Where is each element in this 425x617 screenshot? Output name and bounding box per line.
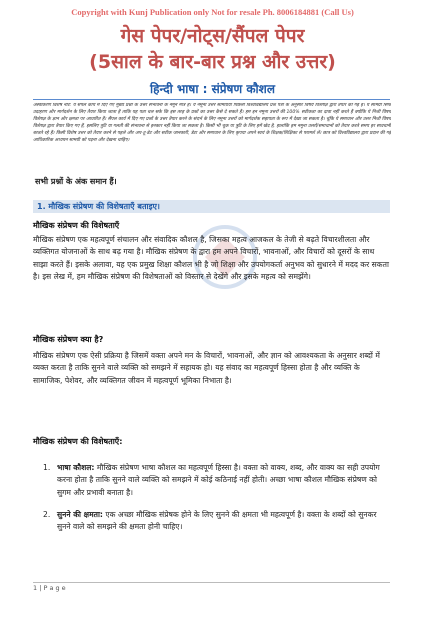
title-line-2: (5साल के बार-बार प्रश्न और उत्तर) <box>89 51 336 73</box>
list-item <box>33 509 390 534</box>
section-heading-features-list: मौखिक संप्रेषण की विशेषताएँ: <box>33 437 123 446</box>
section-para-features: मौखिक संप्रेषण एक महत्वपूर्ण संचालन और संवादिक कौशल है, जिसका महत्व आजकल के तेजी से बढ़ते विचारशीलता और व्यक्तिगत योजनाओं के साथ बढ़ गया है। मौखिक संप्रेषण के द्वारा हम अपने विचारों, भावनाओं, और विचारों को दूसरों के साथ साझा करते हैं। इसके अलावा, यह एक प्रमुख शिक्षा कौशल भी है जो शिक्षा और उपयोगकर्ता अनुभव को सुधारने में मदद कर सकता है। इस लेख में, हम मौखिक संप्रेषण की विशेषताओं को विस्तार से देखेंगे और इसके महत्व को समझेंगे। <box>33 235 389 281</box>
page-number: 1 | P a g e <box>33 584 66 592</box>
list-item-text: एक अच्छा मौखिक संप्रेषक होने के लिए सुनने की क्षमता भी महत्वपूर्ण है। वक्ता के शब्दों को सुनकर सुनने वाले को समझने की क्षमता होनी चाहिए। <box>57 509 377 532</box>
disclaimer-block <box>33 103 391 165</box>
list-item-number: 1. <box>43 463 51 472</box>
copyright-line: Copyright with Kunj Publication only Not for resale Ph. 8006184881 (Call Us) <box>71 7 354 17</box>
disclaimer-text: अस्वीकरण विशेष नोट: ये सैंपल कार्य में दिए गए मुख्य प्रश्नों के उत्तर संभावना के नमूने मात्र हैं। ये नमूना उत्तर सामग्रियां पिछली विश्वविद्यालय प्रश्न पत्रों के अनुसार विषय विशेषज्ञ द्वारा तैयार की गई हैं। ये सामग्री सिर्फ उदाहरण और मार्गदर्शन के लिए तैयार किया जाता है ताकि यह पता चल सके कि इस तरह के प्रश्नों का उत्तर कैसे दे सकते हैं। हम इन नमूना उत्तरों की 100% सटीकता का दावा नहीं करते हैं क्योंकि ये निजी विषय विशेषज्ञ के ज्ञान और क्षमता पर आधारित हैं। सैंपल कार्य में दिए गए प्रश्नों के उत्तर तैयार करने के संदर्भ के लिए नमूना उत्तरों को मार्गदर्शक सहायता के रूप में देखा जा सकता है। चूंकि ये समाधान और उत्तर निजी विषय विशेषज्ञ द्वारा तैयार किए गए हैं, इसलिए त्रुटि या गलती की संभावना से इनकार नहीं किया जा सकता है। किसी भी चूक या त्रुटि के लिए हमें खेद है, हालांकि हम नमूना उत्तरों/समाधानों को तैयार करते समय हर सावधानी बरतते रहे हैं। किसी विशेष उत्तर को तैयार करने से पहले और अप-टू-डेट और सटीक जानकारी, डेटा और समाधान के लिए कृपया अपने स्वयं के शिक्षक/शिक्षिका से परामर्श लें। छात्र को विश्वविद्यालय द्वारा प्रदान की गई आधिकारिक अध्ययन सामग्री को पढ़ना और देखना चाहिए। <box>33 103 391 143</box>
section-heading-what-is: मौखिक संप्रेषण क्या है? <box>33 335 104 344</box>
section-para-what-is: मौखिक संप्रेषण एक ऐसी प्रक्रिया है जिसमें वक्ता अपने मन के विचारों, भावनाओं, और ज्ञान को आवश्यकता के अनुसार शब्दों में व्यक्त करता है ताकि सुनने वाले व्यक्ति को समझने में सहायक हो। यह संवाद का महत्वपूर्ण हिस्सा होता है और व्यक्ति के सामाजिक, पेशेवर, और व्यक्तिगत जीवन में महत्वपूर्ण भूमिका निभाता है। <box>33 351 380 385</box>
subtitle: हिन्दी भाषा : संप्रेषण कौशल <box>150 82 275 96</box>
list-item <box>33 462 390 499</box>
features-list <box>33 462 390 543</box>
list-item-text: मौखिक संप्रेषण भाषा कौशल का महत्वपूर्ण हिस्सा है। वक्ता को वाक्य, शब्द, और वाक्य का सही उपयोग करना होता है ताकि सुनने वाले व्यक्ति को समझने में कोई कठिनाई नहीं होती। अच्छा भाषा कौशल मौखिक संप्रेषण को सुगम और प्रभावी बनाता है। <box>57 463 380 497</box>
marks-note: सभी प्रश्नों के अंक समान हैं। <box>35 177 117 186</box>
question-heading: 1. मौखिक संप्रेषण की विशेषताएँ बताइए। <box>33 200 390 213</box>
section-heading-features: मौखिक संप्रेषण की विशेषताएँ <box>33 221 120 230</box>
footer-rule <box>33 582 390 583</box>
subtitle-rule <box>33 99 390 100</box>
list-item-label: भाषा कौशल: <box>57 463 95 472</box>
title-line-1: गेस पेपर/नोट्स/सैंपल पेपर <box>120 25 305 47</box>
list-item-label: सुनने की क्षमता: <box>57 509 103 519</box>
list-item-number: 2. <box>43 509 51 519</box>
